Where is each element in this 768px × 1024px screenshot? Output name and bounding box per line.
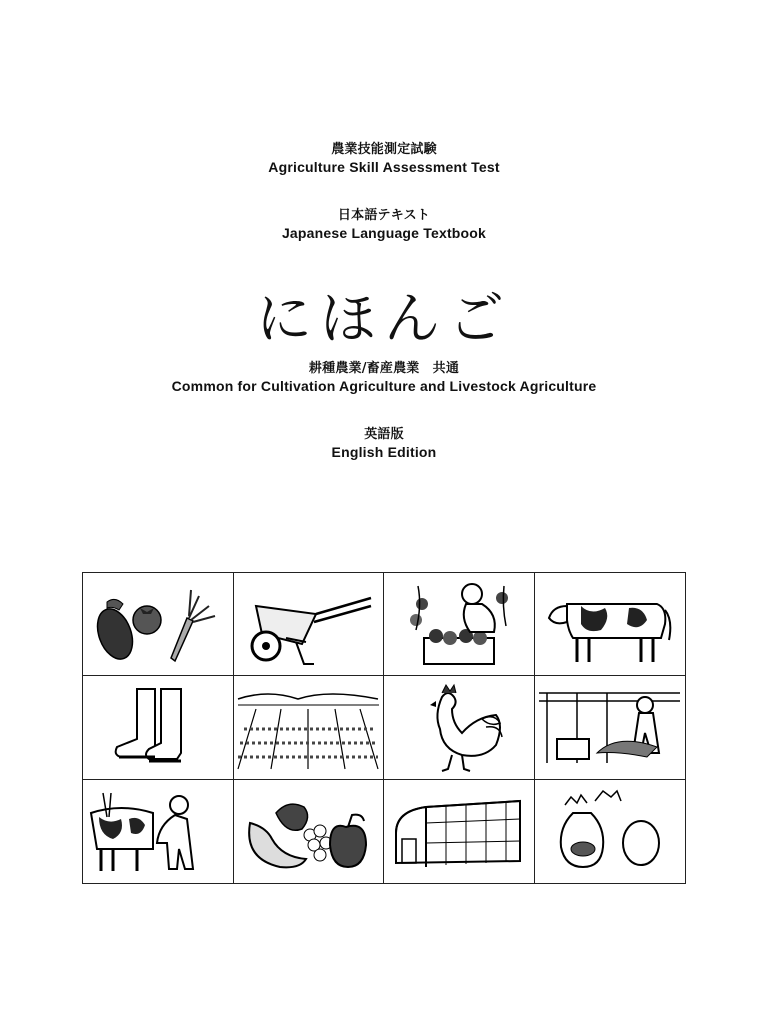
wheelbarrow-icon	[234, 573, 385, 676]
textbook-title-jp: 日本語テキスト	[337, 208, 431, 223]
rubber-boots-icon	[83, 676, 234, 779]
barn-worker-icon	[535, 676, 686, 779]
eggs-icon	[535, 780, 686, 883]
dairy-cow-icon	[535, 573, 686, 676]
main-title: にほんご	[256, 287, 512, 352]
illustration-grid	[82, 572, 686, 884]
test-title-en: Agriculture Skill Assessment Test	[268, 159, 500, 175]
crop-field-icon	[234, 676, 385, 779]
scope-jp: 耕種農業/畜産農業 共通	[308, 361, 460, 376]
test-title-jp: 農業技能測定試験	[331, 142, 437, 157]
edition-jp: 英語版	[364, 427, 404, 442]
fruits-icon	[234, 780, 385, 883]
edition-en: English Edition	[331, 444, 437, 460]
harvesting-tomatoes-icon	[384, 573, 535, 676]
rooster-icon	[384, 676, 535, 779]
greenhouse-icon	[384, 780, 535, 883]
scope-en: Common for Cultivation Agriculture and Livestock Agriculture	[171, 378, 597, 394]
textbook-title-en: Japanese Language Textbook	[281, 225, 487, 241]
vegetables-icon	[83, 573, 234, 676]
cow-care-icon	[83, 780, 234, 883]
